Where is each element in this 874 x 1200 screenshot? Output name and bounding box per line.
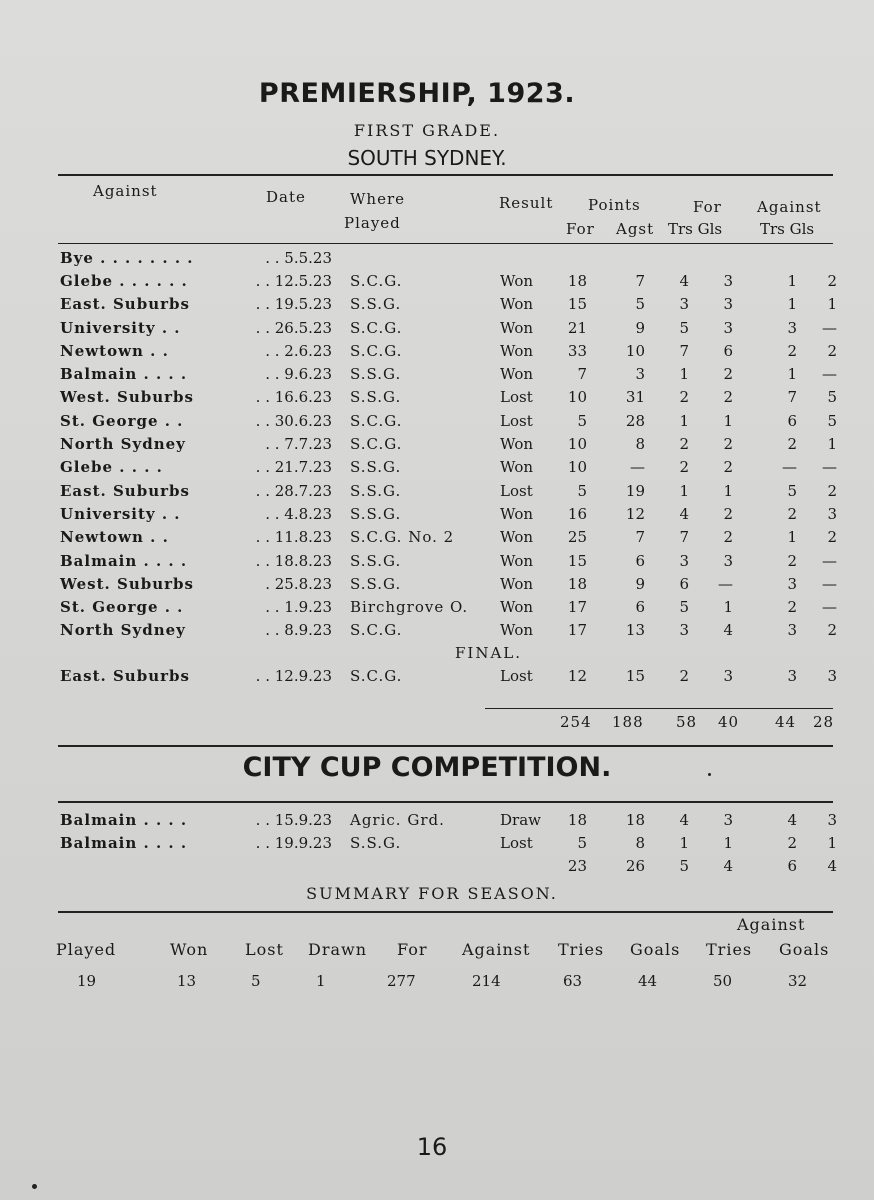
tries-against-cell: 2 <box>787 598 797 617</box>
goals-against-cell <box>797 246 837 269</box>
goals-for-cell: 3 <box>723 551 733 570</box>
venue-cell <box>350 246 500 269</box>
points-for-cell: 12 <box>567 666 587 685</box>
summary-value: 50 <box>713 972 733 990</box>
table-row <box>60 831 837 854</box>
summary-header: Goals <box>630 940 681 959</box>
tries-against-cell: 2 <box>787 435 797 454</box>
goals-for-cell: 1 <box>723 411 733 430</box>
tries-for-cell: 5 <box>679 598 689 617</box>
result-cell: Draw <box>500 810 541 829</box>
goals-against-cell: — <box>822 458 837 477</box>
result-cell: Won <box>500 271 534 290</box>
table-row <box>60 362 837 385</box>
total-points-against: 188 <box>612 713 644 731</box>
points-for-cell: 10 <box>567 458 587 477</box>
table-row <box>60 479 837 502</box>
points-for-cell <box>555 246 587 269</box>
opponent-cell: North Sydney <box>60 621 186 640</box>
tries-for-cell: 1 <box>679 481 689 500</box>
tries-for-cell: 1 <box>679 365 689 384</box>
date-cell: . . 9.6.23 <box>265 365 332 384</box>
points-against-cell: 8 <box>635 435 645 454</box>
table-row <box>60 549 837 572</box>
points-against-cell <box>587 246 645 269</box>
goals-against-cell: 1 <box>827 295 837 314</box>
points-against-cell: 6 <box>635 551 645 570</box>
goals-against-cell: — <box>822 318 837 337</box>
points-for-cell: 18 <box>567 271 587 290</box>
points-for-cell: 33 <box>567 341 587 360</box>
goals-against-cell: 3 <box>827 810 837 829</box>
summary-against-label: Against <box>737 915 806 934</box>
tries-against-cell: 2 <box>787 551 797 570</box>
date-cell: . . 12.5.23 <box>255 271 332 290</box>
goals-against-cell: 3 <box>827 666 837 685</box>
city-cup-rule <box>58 801 833 803</box>
summary-header: Won <box>170 940 209 959</box>
opponent-cell: Newtown . . <box>60 528 169 547</box>
result-cell: Lost <box>500 666 533 685</box>
date-cell: . . 21.7.23 <box>255 458 332 477</box>
venue-cell: S.C.G. <box>350 318 403 337</box>
venue-cell: S.C.G. No. 2 <box>350 528 455 547</box>
goals-against-cell: — <box>822 551 837 570</box>
table-row <box>60 456 837 479</box>
tries-for-cell: 4 <box>679 271 689 290</box>
goals-for-cell: 2 <box>723 435 733 454</box>
tries-for-cell: 5 <box>679 318 689 337</box>
table-row <box>60 409 837 432</box>
goals-for-cell: 1 <box>723 481 733 500</box>
points-against-cell: 9 <box>635 318 645 337</box>
opponent-cell: Bye . . . . . . . . <box>60 248 194 267</box>
result-cell: Won <box>500 621 534 640</box>
venue-cell: S.C.G. <box>350 411 403 430</box>
result-cell <box>500 246 555 269</box>
goals-for-cell: 3 <box>723 318 733 337</box>
venue-cell: S.S.G. <box>350 833 402 852</box>
tries-for-cell: 7 <box>679 528 689 547</box>
points-against-cell: 5 <box>635 295 645 314</box>
city-cup-totals-row <box>60 854 837 877</box>
goals-for-cell: 2 <box>723 528 733 547</box>
opponent-cell <box>60 854 238 877</box>
goals-against-cell: 3 <box>827 504 837 523</box>
summary-value: 44 <box>638 972 658 990</box>
goals-against-cell: 1 <box>827 833 837 852</box>
summary-value: 63 <box>563 972 583 990</box>
col-against: Against <box>93 182 158 200</box>
tries-against-cell: 1 <box>787 295 797 314</box>
points-against-cell: 15 <box>625 666 645 685</box>
total-goals-for: 40 <box>718 713 740 731</box>
points-against-cell: 3 <box>635 365 645 384</box>
goals-for-cell <box>689 246 733 269</box>
result-cell: Won <box>500 598 534 617</box>
result-cell: Lost <box>500 481 533 500</box>
goals-for-cell: 3 <box>723 295 733 314</box>
opponent-cell: St. George . . <box>60 598 184 617</box>
tries-for-cell: 5 <box>679 856 689 875</box>
grade-subtitle: FIRST GRADE. <box>353 121 501 140</box>
page-title: PREMIERSHIP, 1923. <box>258 78 576 109</box>
venue-cell: S.S.G. <box>350 365 402 384</box>
total-points-for: 254 <box>560 713 592 731</box>
points-against-cell: 6 <box>635 598 645 617</box>
date-cell: . . 5.5.23 <box>265 248 332 267</box>
points-for-cell: 5 <box>577 481 587 500</box>
date-cell: . . 16.6.23 <box>255 388 332 407</box>
tries-for-cell: 7 <box>679 341 689 360</box>
section-rule <box>58 745 833 747</box>
summary-header: Tries <box>558 940 605 959</box>
goals-against-cell: 2 <box>827 271 837 290</box>
city-cup-table <box>60 808 837 877</box>
result-cell: Won <box>500 295 534 314</box>
summary-header: Drawn <box>308 940 368 959</box>
points-for-cell: 23 <box>567 856 587 875</box>
date-cell: . . 19.9.23 <box>255 833 332 852</box>
goals-for-cell: 2 <box>723 458 733 477</box>
goals-against-cell: 2 <box>827 528 837 547</box>
tries-for-cell: 6 <box>679 574 689 593</box>
goals-for-cell: 4 <box>723 856 733 875</box>
result-cell: Won <box>500 318 534 337</box>
tries-against-cell: 2 <box>787 833 797 852</box>
points-for-cell: 18 <box>567 810 587 829</box>
result-cell: Won <box>500 458 534 477</box>
points-against-cell: 31 <box>625 388 645 407</box>
tries-against-cell: 6 <box>787 856 797 875</box>
date-cell: . . 26.5.23 <box>255 318 332 337</box>
tries-for-cell: 2 <box>679 388 689 407</box>
summary-header: Tries <box>706 940 753 959</box>
summary-header: For <box>397 940 428 959</box>
print-speck <box>32 1184 37 1189</box>
goals-for-cell: — <box>718 574 733 593</box>
opponent-cell: West. Suburbs <box>60 574 194 593</box>
header-rule-top <box>58 174 833 176</box>
opponent-cell: Balmain . . . . <box>60 551 188 570</box>
total-goals-against: 28 <box>813 713 835 731</box>
points-for-cell: 25 <box>567 528 587 547</box>
city-cup-title: CITY CUP COMPETITION. <box>242 752 612 783</box>
table-row <box>60 619 837 642</box>
result-cell: Won <box>500 435 534 454</box>
venue-cell: Agric. Grd. <box>350 810 445 829</box>
date-cell: . 25.8.23 <box>265 574 332 593</box>
date-cell: . . 7.7.23 <box>265 435 332 454</box>
points-against-cell: 10 <box>625 341 645 360</box>
points-for-cell: 21 <box>567 318 587 337</box>
final-label: FINAL. <box>454 644 523 663</box>
tries-for-cell: 2 <box>679 666 689 685</box>
points-for-cell: 7 <box>577 365 587 384</box>
opponent-cell: East. Suburbs <box>60 481 190 500</box>
tries-against-cell: 2 <box>787 341 797 360</box>
total-tries-against: 44 <box>775 713 797 731</box>
total-tries-for: 58 <box>676 713 698 731</box>
points-against-cell: 7 <box>635 528 645 547</box>
tries-against-cell: 3 <box>787 666 797 685</box>
col-date: Date <box>266 188 306 206</box>
result-cell: Won <box>500 551 534 570</box>
venue-cell: S.S.G. <box>350 295 402 314</box>
summary-value: 5 <box>251 972 261 990</box>
points-for-cell: 18 <box>567 574 587 593</box>
date-cell: . . 18.8.23 <box>255 551 332 570</box>
goals-against-cell: 5 <box>827 388 837 407</box>
opponent-cell: Glebe . . . . . . <box>60 271 188 290</box>
opponent-cell: University . . <box>60 318 181 337</box>
final-label-row <box>60 642 837 664</box>
points-against-cell: 7 <box>635 271 645 290</box>
tries-against-cell: 3 <box>787 621 797 640</box>
tries-against-cell: — <box>782 458 797 477</box>
table-row <box>60 246 837 269</box>
points-against-cell: 9 <box>635 574 645 593</box>
venue-cell: S.S.G. <box>350 574 402 593</box>
goals-against-cell: 5 <box>827 411 837 430</box>
header-rule-bottom <box>58 243 833 244</box>
opponent-cell: West. Suburbs <box>60 388 194 407</box>
venue-cell: S.S.G. <box>350 481 402 500</box>
opponent-cell: East. Suburbs <box>60 666 190 685</box>
goals-for-cell: 6 <box>723 341 733 360</box>
team-name: SOUTH SYDNEY. <box>347 146 507 170</box>
opponent-cell: Balmain . . . . <box>60 365 188 384</box>
date-cell: . . 2.6.23 <box>265 341 332 360</box>
points-against-cell: 8 <box>635 833 645 852</box>
tries-for-cell: 4 <box>679 810 689 829</box>
table-row <box>60 572 837 595</box>
summary-value: 19 <box>77 972 97 990</box>
goals-for-cell: 3 <box>723 271 733 290</box>
summary-title: SUMMARY FOR SEASON. <box>306 884 558 903</box>
goals-against-cell: 2 <box>827 481 837 500</box>
date-cell: . . 15.9.23 <box>255 810 332 829</box>
col-trs-gls-against: Trs Gls <box>760 220 815 238</box>
date-cell: . . 11.8.23 <box>255 528 332 547</box>
summary-value: 277 <box>387 972 416 990</box>
opponent-cell: Glebe . . . . <box>60 458 163 477</box>
result-cell: Lost <box>500 833 533 852</box>
points-for-cell: 15 <box>567 551 587 570</box>
date-cell: . . 8.9.23 <box>265 621 332 640</box>
result-cell: Won <box>500 365 534 384</box>
col-result: Result <box>499 194 554 212</box>
tries-for-cell <box>645 246 689 269</box>
summary-value: 214 <box>472 972 501 990</box>
summary-header: Against <box>462 940 531 959</box>
tries-for-cell: 3 <box>679 295 689 314</box>
summary-value: 1 <box>316 972 326 990</box>
goals-against-cell: 2 <box>827 621 837 640</box>
tries-against-cell: 1 <box>787 365 797 384</box>
venue-cell: S.S.G. <box>350 504 402 523</box>
points-for-cell: 17 <box>567 621 587 640</box>
tries-against-cell: 7 <box>787 388 797 407</box>
goals-for-cell: 3 <box>723 666 733 685</box>
tries-for-cell: 3 <box>679 621 689 640</box>
tries-against-cell <box>733 246 797 269</box>
table-row <box>60 269 837 292</box>
venue-cell: S.C.G. <box>350 435 403 454</box>
col-against-group: Against <box>757 198 822 216</box>
tries-for-cell: 4 <box>679 504 689 523</box>
venue-cell: S.C.G. <box>350 271 403 290</box>
goals-for-cell: 3 <box>723 810 733 829</box>
goals-against-cell: — <box>822 365 837 384</box>
tries-against-cell: 3 <box>787 318 797 337</box>
tries-for-cell: 2 <box>679 435 689 454</box>
table-row <box>60 293 837 316</box>
opponent-cell: University . . <box>60 504 181 523</box>
venue-cell <box>350 854 500 877</box>
table-row <box>60 595 837 618</box>
table-row <box>60 316 837 339</box>
summary-value: 13 <box>177 972 197 990</box>
goals-for-cell: 2 <box>723 504 733 523</box>
result-cell: Won <box>500 574 534 593</box>
tries-against-cell: 6 <box>787 411 797 430</box>
summary-header: Lost <box>245 940 284 959</box>
goals-against-cell: 1 <box>827 435 837 454</box>
page-number: 16 <box>416 1133 448 1161</box>
points-against-cell: 12 <box>625 504 645 523</box>
col-points: Points <box>588 196 641 214</box>
table-row <box>60 664 837 687</box>
col-played: Played <box>344 214 401 232</box>
opponent-cell: East. Suburbs <box>60 295 190 314</box>
points-against-cell: — <box>630 458 645 477</box>
tries-for-cell: 3 <box>679 551 689 570</box>
tries-against-cell: 2 <box>787 504 797 523</box>
result-cell: Won <box>500 504 534 523</box>
tries-for-cell: 1 <box>679 411 689 430</box>
result-cell <box>500 854 555 877</box>
date-cell: . . 19.5.23 <box>255 295 332 314</box>
opponent-cell: Balmain . . . . <box>60 810 188 829</box>
date-cell: . . 1.9.23 <box>265 598 332 617</box>
opponent-cell: Balmain . . . . <box>60 833 188 852</box>
points-for-cell: 16 <box>567 504 587 523</box>
goals-against-cell: 2 <box>827 341 837 360</box>
premiership-table <box>60 246 837 687</box>
date-cell <box>238 854 350 877</box>
totals-rule <box>485 708 833 709</box>
goals-against-cell: — <box>822 598 837 617</box>
summary-value: 32 <box>788 972 808 990</box>
print-speck <box>708 773 711 776</box>
col-pts-agst: Agst <box>616 220 655 238</box>
venue-cell: S.C.G. <box>350 621 403 640</box>
tries-against-cell: 4 <box>787 810 797 829</box>
venue-cell: S.S.G. <box>350 551 402 570</box>
venue-cell: S.C.G. <box>350 341 403 360</box>
date-cell: . . 28.7.23 <box>255 481 332 500</box>
summary-header: Goals <box>779 940 830 959</box>
date-cell: . . 30.6.23 <box>255 411 332 430</box>
goals-for-cell: 2 <box>723 388 733 407</box>
date-cell: . . 12.9.23 <box>255 666 332 685</box>
venue-cell: Birchgrove O. <box>350 598 469 617</box>
result-cell: Won <box>500 341 534 360</box>
tries-for-cell: 2 <box>679 458 689 477</box>
tries-for-cell: 1 <box>679 833 689 852</box>
col-for-group: For <box>693 198 722 216</box>
goals-against-cell: 4 <box>827 856 837 875</box>
points-against-cell: 18 <box>625 810 645 829</box>
venue-cell: S.S.G. <box>350 458 402 477</box>
goals-for-cell: 1 <box>723 833 733 852</box>
tries-against-cell: 1 <box>787 528 797 547</box>
venue-cell: S.S.G. <box>350 388 402 407</box>
points-for-cell: 17 <box>567 598 587 617</box>
table-row <box>60 526 837 549</box>
table-row <box>60 432 837 455</box>
opponent-cell: Newtown . . <box>60 341 169 360</box>
tries-against-cell: 1 <box>787 271 797 290</box>
goals-for-cell: 4 <box>723 621 733 640</box>
result-cell: Won <box>500 528 534 547</box>
points-against-cell: 28 <box>625 411 645 430</box>
col-trs-gls-for: Trs Gls <box>668 220 723 238</box>
result-cell: Lost <box>500 411 533 430</box>
tries-against-cell: 5 <box>787 481 797 500</box>
result-cell: Lost <box>500 388 533 407</box>
opponent-cell: North Sydney <box>60 435 186 454</box>
summary-rule <box>58 911 833 913</box>
table-row <box>60 502 837 525</box>
venue-cell: S.C.G. <box>350 666 403 685</box>
tries-against-cell: 3 <box>787 574 797 593</box>
points-for-cell: 5 <box>577 411 587 430</box>
summary-header: Played <box>56 940 117 959</box>
date-cell: . . 4.8.23 <box>265 504 332 523</box>
goals-for-cell: 2 <box>723 365 733 384</box>
points-against-cell: 19 <box>625 481 645 500</box>
points-against-cell: 26 <box>625 856 645 875</box>
table-row <box>60 808 837 831</box>
table-row <box>60 339 837 362</box>
points-for-cell: 10 <box>567 435 587 454</box>
col-pts-for: For <box>566 220 595 238</box>
points-for-cell: 15 <box>567 295 587 314</box>
goals-for-cell: 1 <box>723 598 733 617</box>
goals-against-cell: — <box>822 574 837 593</box>
table-row <box>60 386 837 409</box>
points-against-cell: 13 <box>625 621 645 640</box>
opponent-cell: St. George . . <box>60 411 184 430</box>
col-where: Where <box>350 190 406 208</box>
points-for-cell: 5 <box>577 833 587 852</box>
points-for-cell: 10 <box>567 388 587 407</box>
